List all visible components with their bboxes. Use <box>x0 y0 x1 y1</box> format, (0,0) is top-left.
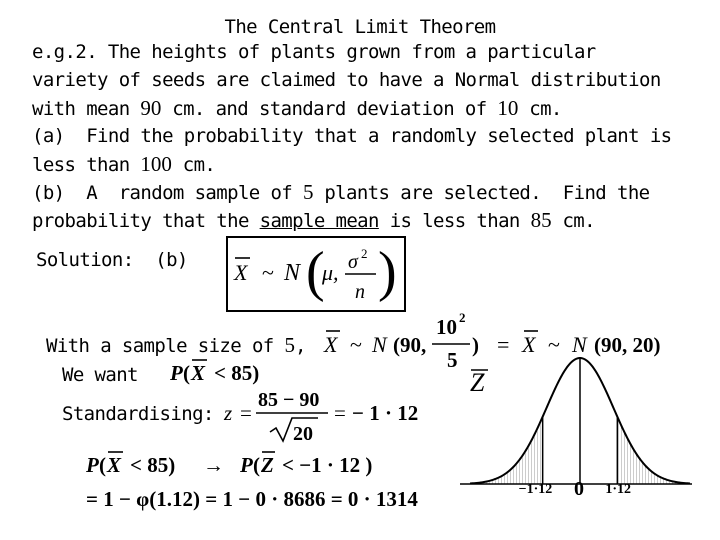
svg-text:n: n <box>355 281 365 303</box>
normal-curve-graph <box>460 358 692 500</box>
solution-label: Solution: (b) <box>36 249 188 271</box>
problem-line-6: (b) A random sample of 5 plants are selected. Find the <box>32 180 650 204</box>
svg-text:(: ( <box>99 453 106 477</box>
svg-text:− 1 · 12: − 1 · 12 <box>352 401 419 425</box>
problem-line-4: (a) Find the probability that a randomly selected plant is <box>32 125 672 147</box>
svg-text:P: P <box>240 453 253 477</box>
clt-general-formula <box>233 241 397 303</box>
sample-mean-underlined: sample mean <box>259 210 379 232</box>
sample-size-text: With a sample size of 5, <box>46 333 306 357</box>
svg-text:(: ( <box>183 361 190 385</box>
final-answer <box>86 487 418 511</box>
svg-text:20: 20 <box>293 423 313 445</box>
svg-text:= 1 − φ(1.12) = 1 − 0 · 8686 =: = 1 − φ(1.12) = 1 − 0 · 8686 = 0 · 1314 <box>86 487 418 511</box>
svg-text:N: N <box>284 260 301 286</box>
svg-text:): ) <box>378 241 397 303</box>
svg-text:5: 5 <box>447 348 458 372</box>
svg-text:~: ~ <box>548 332 560 357</box>
want-expression <box>169 360 259 385</box>
svg-text:2: 2 <box>459 310 466 325</box>
svg-text:P: P <box>86 453 99 477</box>
svg-text:< 85): < 85) <box>214 361 260 385</box>
z-axis-label: Z <box>470 368 485 397</box>
problem-line-3: with mean 90 cm. and standard deviation of 10 cm. <box>32 96 562 120</box>
svg-text:X: X <box>234 260 248 285</box>
svg-text:(90, 20): (90, 20) <box>594 333 661 357</box>
svg-text:< 85): < 85) <box>130 453 176 477</box>
svg-text:→: → <box>203 453 224 477</box>
svg-text:10: 10 <box>436 315 457 339</box>
problem-line-1: e.g.2. The heights of plants grown from a particular <box>32 41 596 63</box>
svg-text:N: N <box>572 332 587 357</box>
svg-text:μ,: μ, <box>322 260 339 285</box>
svg-text:=: = <box>334 401 346 425</box>
z-calculation <box>223 389 418 445</box>
probability-mapping <box>85 452 372 477</box>
svg-text:=: = <box>240 401 252 425</box>
page-title: The Central Limit Theorem <box>224 16 496 38</box>
svg-text:Z: Z <box>261 453 274 477</box>
svg-text:(90,: (90, <box>393 333 427 357</box>
svg-text:(: ( <box>306 241 325 303</box>
problem-line-7: probability that the sample mean is less than 85 cm. <box>32 208 595 232</box>
svg-text:X: X <box>107 453 122 477</box>
svg-text:~: ~ <box>262 260 274 285</box>
standardising-label: Standardising: <box>62 403 214 425</box>
svg-text:z: z <box>224 401 233 425</box>
svg-text:X: X <box>191 361 206 385</box>
svg-text:2: 2 <box>361 246 368 261</box>
we-want-text: We want <box>62 364 138 386</box>
svg-text:< −1 · 12 ): < −1 · 12 ) <box>282 453 373 477</box>
tick-label-right: 1·12 <box>605 482 632 497</box>
svg-text:(: ( <box>253 453 260 477</box>
svg-text:P: P <box>170 361 183 385</box>
svg-text:~: ~ <box>350 332 362 357</box>
svg-text:=: = <box>497 332 510 357</box>
problem-line-5: less than 100 cm. <box>32 152 216 176</box>
svg-text:X: X <box>522 332 536 357</box>
tick-label-center: 0 <box>574 478 584 500</box>
svg-text:σ: σ <box>348 251 358 273</box>
svg-text:): ) <box>472 333 479 357</box>
svg-text:85 − 90: 85 − 90 <box>258 389 320 411</box>
tick-label-left: −1·12 <box>518 482 553 497</box>
clt-specific-formula <box>323 310 661 372</box>
problem-line-2: variety of seeds are claimed to have a Normal distribution <box>32 69 661 91</box>
svg-text:X: X <box>324 332 338 357</box>
svg-text:N: N <box>372 332 387 357</box>
